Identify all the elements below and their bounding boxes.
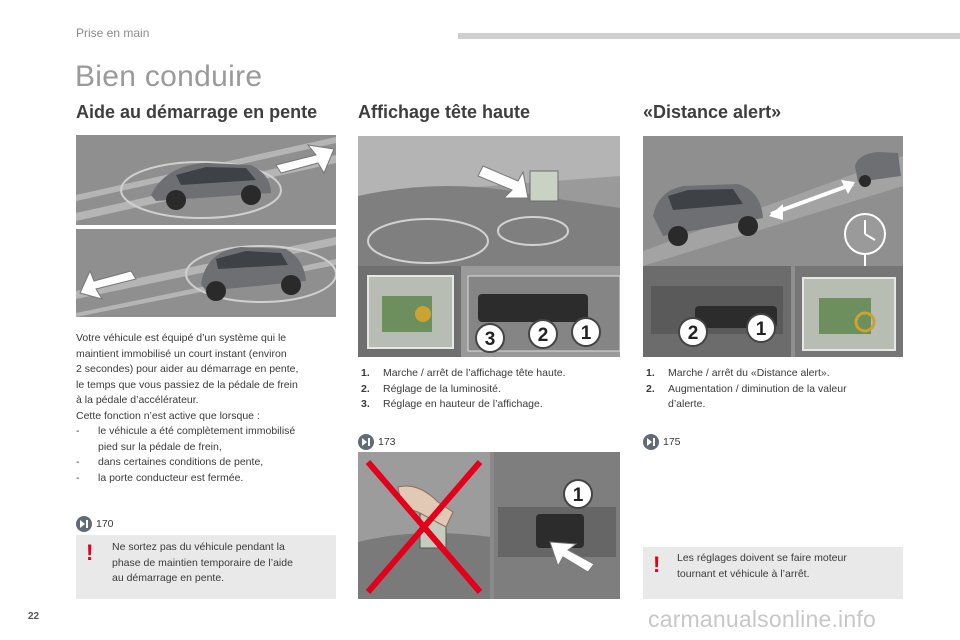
- hud-page-ref[interactable]: [358, 434, 396, 450]
- figure-number: 1: [755, 319, 767, 340]
- warning-line: au démarrage en pente.: [112, 572, 225, 584]
- figure-number: 3: [484, 329, 496, 350]
- page-reference-icon: [76, 516, 92, 532]
- list-number: 3.: [361, 398, 370, 410]
- hud-stowing-image: [358, 452, 620, 599]
- list-item: [361, 366, 621, 382]
- list-number: 2.: [361, 382, 370, 395]
- figure-number: 2: [537, 325, 549, 346]
- hill-start-title: Aide au démarrage en pente: [76, 102, 318, 122]
- hud-title: Affichage tête haute: [358, 102, 531, 122]
- condition-line: la porte conducteur est fermée.: [98, 471, 244, 484]
- list-item: [646, 366, 906, 382]
- ref-page-number: 170: [96, 518, 114, 530]
- ref-page-number: 175: [663, 436, 681, 448]
- hill-start-description: [76, 331, 340, 486]
- list-item: [361, 397, 621, 413]
- list-number: 1.: [361, 367, 370, 379]
- condition-line: le véhicule a été complètement immobilisé: [98, 425, 296, 437]
- distance-alert-warning: [643, 547, 903, 599]
- description-line: maintient immobilisé un court instant (environ: [76, 347, 287, 360]
- distance-alert-page-ref[interactable]: [643, 434, 681, 450]
- list-item: [646, 382, 906, 413]
- warning-line: Les réglages doivent se faire moteur: [677, 552, 847, 564]
- watermark: carmanualsonline.info: [648, 606, 876, 632]
- description-line: à la pédale d’accélérateur.: [76, 394, 199, 406]
- figure-number: 1: [580, 323, 592, 344]
- condition-item: [76, 471, 340, 487]
- hill-start-image-bottom: [76, 229, 336, 317]
- page-number: 22: [28, 611, 40, 622]
- description-line: Cette fonction n’est active que lorsque :: [76, 409, 260, 422]
- list-number: 2.: [646, 382, 655, 395]
- description-line: le temps que vous passiez de la pédale de frein: [76, 378, 298, 391]
- hill-start-image-top: [76, 135, 336, 225]
- warning-line: phase de maintien temporaire de l’aide: [112, 556, 293, 569]
- list-text: Marche / arrêt de l’affichage tête haute.: [383, 367, 566, 379]
- warning-line: Ne sortez pas du véhicule pendant la: [112, 541, 285, 553]
- list-text: Augmentation / diminution de la valeur: [668, 382, 847, 395]
- figure-number: 1: [572, 485, 584, 506]
- warning-icon: !: [86, 540, 94, 565]
- header-rule: [458, 33, 960, 39]
- hud-image: [358, 136, 620, 357]
- condition-dash: -: [76, 471, 80, 484]
- list-text: Réglage en hauteur de l’affichage.: [383, 398, 543, 410]
- list-number: 1.: [646, 367, 655, 379]
- page-reference-icon: [358, 434, 374, 450]
- hud-controls-list: [361, 366, 621, 413]
- description-line: Votre véhicule est équipé d’un système qui le: [76, 332, 287, 344]
- hill-start-warning: [76, 535, 336, 599]
- list-text: d’alerte.: [668, 398, 706, 410]
- condition-item: [76, 455, 340, 471]
- distance-alert-controls-list: [646, 366, 906, 413]
- condition-dash: -: [76, 425, 80, 437]
- hill-start-page-ref[interactable]: [76, 516, 114, 532]
- figure-number: 2: [687, 323, 699, 344]
- condition-dash: -: [76, 456, 80, 468]
- distance-alert-image: [643, 136, 903, 357]
- warning-icon: !: [653, 552, 661, 577]
- page-reference-icon: [643, 434, 659, 450]
- list-item: [361, 382, 621, 398]
- page-title: Bien conduire: [75, 60, 263, 93]
- description-line: 2 secondes) pour aider au démarrage en pente,: [76, 363, 299, 375]
- list-text: Marche / arrêt du «Distance alert».: [668, 367, 830, 379]
- condition-line: dans certaines conditions de pente,: [98, 456, 264, 468]
- warning-line: tournant et véhicule à l’arrêt.: [677, 567, 810, 580]
- ref-page-number: 173: [378, 436, 396, 448]
- distance-alert-title: «Distance alert»: [643, 102, 782, 122]
- condition-line: pied sur la pédale de frein,: [98, 440, 222, 453]
- condition-item: [76, 424, 340, 455]
- list-text: Réglage de la luminosité.: [383, 382, 501, 395]
- section-label: Prise en main: [76, 26, 150, 40]
